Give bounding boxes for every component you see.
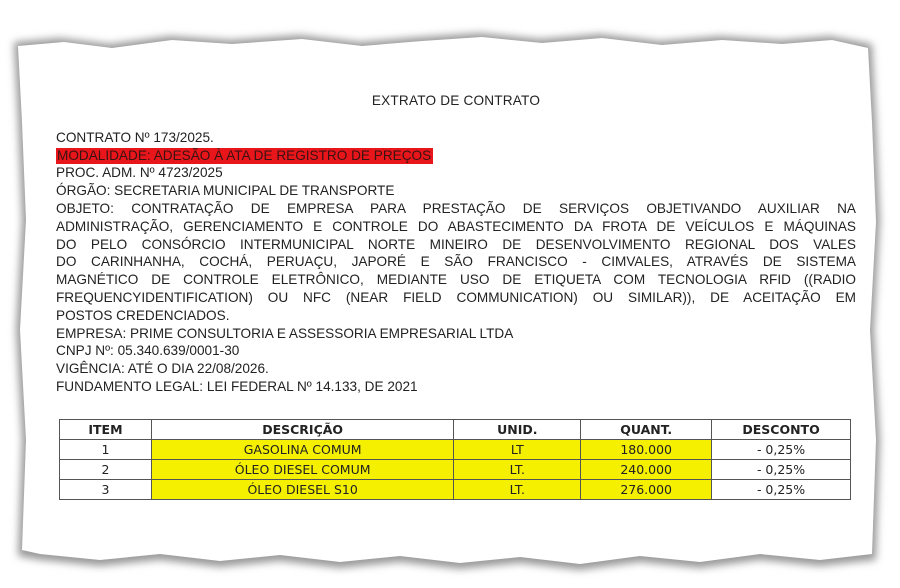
objeto-line: OBJETO: CONTRATAÇÃO DE EMPRESA PARA PRESTAÇÃO DE SERVIÇOS OBJETIVANDO AUXILIAR NA <box>56 200 856 216</box>
header-unid: UNID. <box>454 420 581 440</box>
header-descricao: DESCRIÇÃO <box>151 420 454 440</box>
fundamento-line: FUNDAMENTO LEGAL: LEI FEDERAL Nº 14.133, DE 2021 <box>56 378 418 394</box>
proc-line: PROC. ADM. Nº 4723/2025 <box>56 165 223 181</box>
cell-item: 1 <box>60 440 152 460</box>
cell-unid: LT. <box>454 480 581 500</box>
cnpj-line: CNPJ Nº: 05.340.639/0001-30 <box>56 343 240 359</box>
vigencia-line: VIGÊNCIA: ATÉ O DIA 22/08/2026. <box>56 361 269 377</box>
cell-quant: 180.000 <box>581 440 712 460</box>
document-title: EXTRATO DE CONTRATO <box>371 93 541 108</box>
orgao-line: ÓRGÃO: SECRETARIA MUNICIPAL DE TRANSPORTE <box>56 183 395 199</box>
cell-descricao: ÓLEO DIESEL COMUM <box>151 460 454 480</box>
cell-descricao: GASOLINA COMUM <box>151 440 454 460</box>
objeto-paragraph <box>56 200 856 325</box>
table-header-row <box>60 420 851 440</box>
cell-descricao: ÓLEO DIESEL S10 <box>151 480 454 500</box>
cell-desconto: - 0,25% <box>712 440 851 460</box>
contract-extract <box>56 92 856 396</box>
items-table <box>59 419 851 500</box>
header-item: ITEM <box>60 420 152 440</box>
cell-quant: 276.000 <box>581 480 712 500</box>
cell-unid: LT. <box>454 460 581 480</box>
objeto-line: ADMINISTRAÇÃO, GERENCIAMENTO E CONTROLE DO ABASTECIMENTO DA FROTA DE VEÍCULOS E MÁQUINAS <box>56 218 856 234</box>
objeto-line: MAGNÉTICO DE CONTROLE ELETRÔNICO, MEDIANTE USO DE ETIQUETA COM TECNOLOGIA RFID ((RADIO <box>56 272 856 288</box>
objeto-line: FREQUENCYIDENTIFICATION) OU NFC (NEAR FIELD COMMUNICATION) OU SIMILAR)), DE ACEITAÇÃO EM <box>56 289 856 305</box>
cell-item: 2 <box>60 460 152 480</box>
empresa-line: EMPRESA: PRIME CONSULTORIA E ASSESSORIA EMPRESARIAL LTDA <box>56 325 514 341</box>
cell-unid: LT <box>454 440 581 460</box>
cell-desconto: - 0,25% <box>712 480 851 500</box>
contrato-line: CONTRATO Nº 173/2025. <box>56 129 214 145</box>
header-quant: QUANT. <box>581 420 712 440</box>
cell-desconto: - 0,25% <box>712 460 851 480</box>
table-row <box>60 440 851 460</box>
cell-quant: 240.000 <box>581 460 712 480</box>
table-row <box>60 480 851 500</box>
objeto-line: DO PELO CONSÓRCIO INTERMUNICIPAL NORTE MINEIRO DE DESENVOLVIMENTO REGIONAL DOS VALES <box>56 236 856 252</box>
objeto-line: DO CARINHANHA, COCHÁ, PERUAÇU, JAPORÉ E SÃO FRANCISCO - CIMVALES, ATRAVÉS DE SISTEMA <box>56 254 856 270</box>
objeto-line: POSTOS CREDENCIADOS. <box>56 307 230 323</box>
table-row <box>60 460 851 480</box>
header-desconto: DESCONTO <box>712 420 851 440</box>
cell-item: 3 <box>60 480 152 500</box>
modalidade-line: MODALIDADE: ADESÃO À ATA DE REGISTRO DE PREÇOS <box>57 147 432 163</box>
